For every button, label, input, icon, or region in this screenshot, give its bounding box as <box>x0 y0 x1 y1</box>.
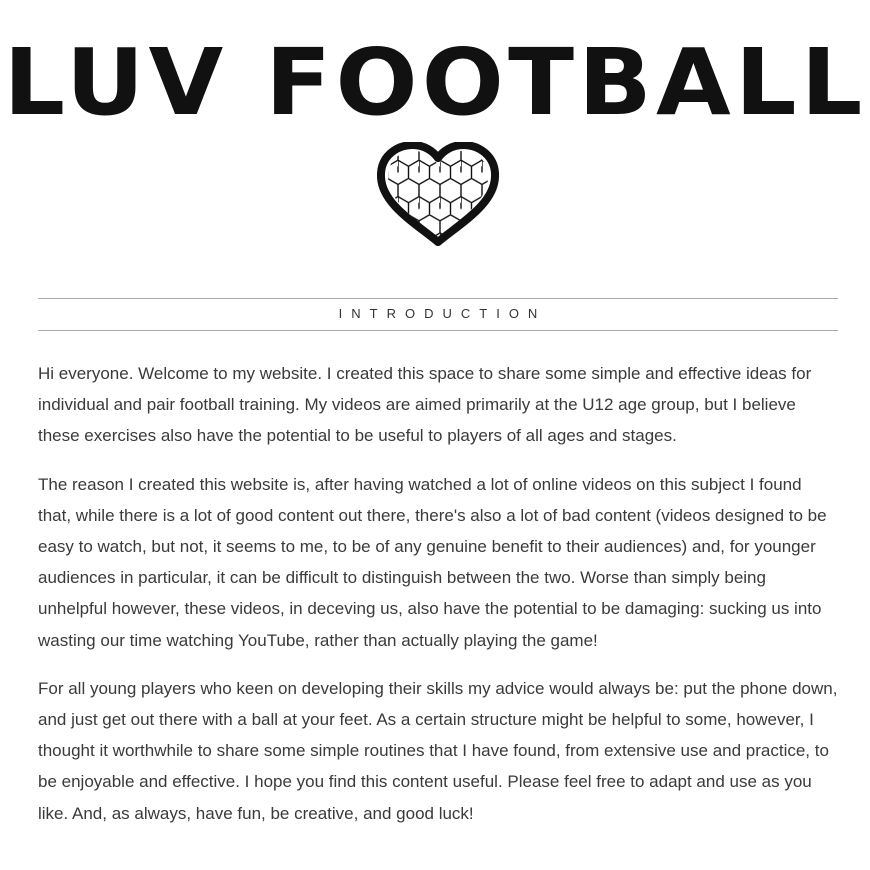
intro-paragraph: For all young players who keen on developing their skills my advice would always be: put the phone down, and just get out there with a ball at your feet. As a certain structure might be helpful to some, however, I thought it worthwhile to share some simple routines that I have found, from extensive use and practice, to be enjoyable and effective. I hope you find this content useful. Please feel free to adapt and use as you like. And, as always, have fun, be creative, and good luck! <box>38 678 838 823</box>
heart-football-icon <box>377 142 499 248</box>
site-title[interactable]: LUV FOOTBALL <box>3 29 867 136</box>
intro-paragraph: Hi everyone. Welcome to my website. I created this space to share some simple and effective ideas for individual and pair football training. My videos are aimed primarily at the U12 age group, but I believe these exercises also have the potential to be useful to players of all ages and stages. <box>38 364 812 446</box>
intro-paragraph: The reason I created this website is, after having watched a lot of online videos on this subject I found that, while there is a lot of good content out there, there's also a lot of bad content (videos designed to be easy to watch, but not, it seems to me, to be of any genuine benefit to their audiences) and, for younger audiences in particular, it can be difficult to distinguish between the two. Worse than simply being unhelpful however, these videos, in deceving us, also have the potential to be damaging: sucking us into wasting our time watching YouTube, rather than actually playing the game! <box>38 474 827 650</box>
section-divider-bottom <box>38 330 838 331</box>
intro-body <box>38 358 838 846</box>
section-divider-top <box>38 298 838 299</box>
section-heading: INTRODUCTION <box>338 306 547 321</box>
